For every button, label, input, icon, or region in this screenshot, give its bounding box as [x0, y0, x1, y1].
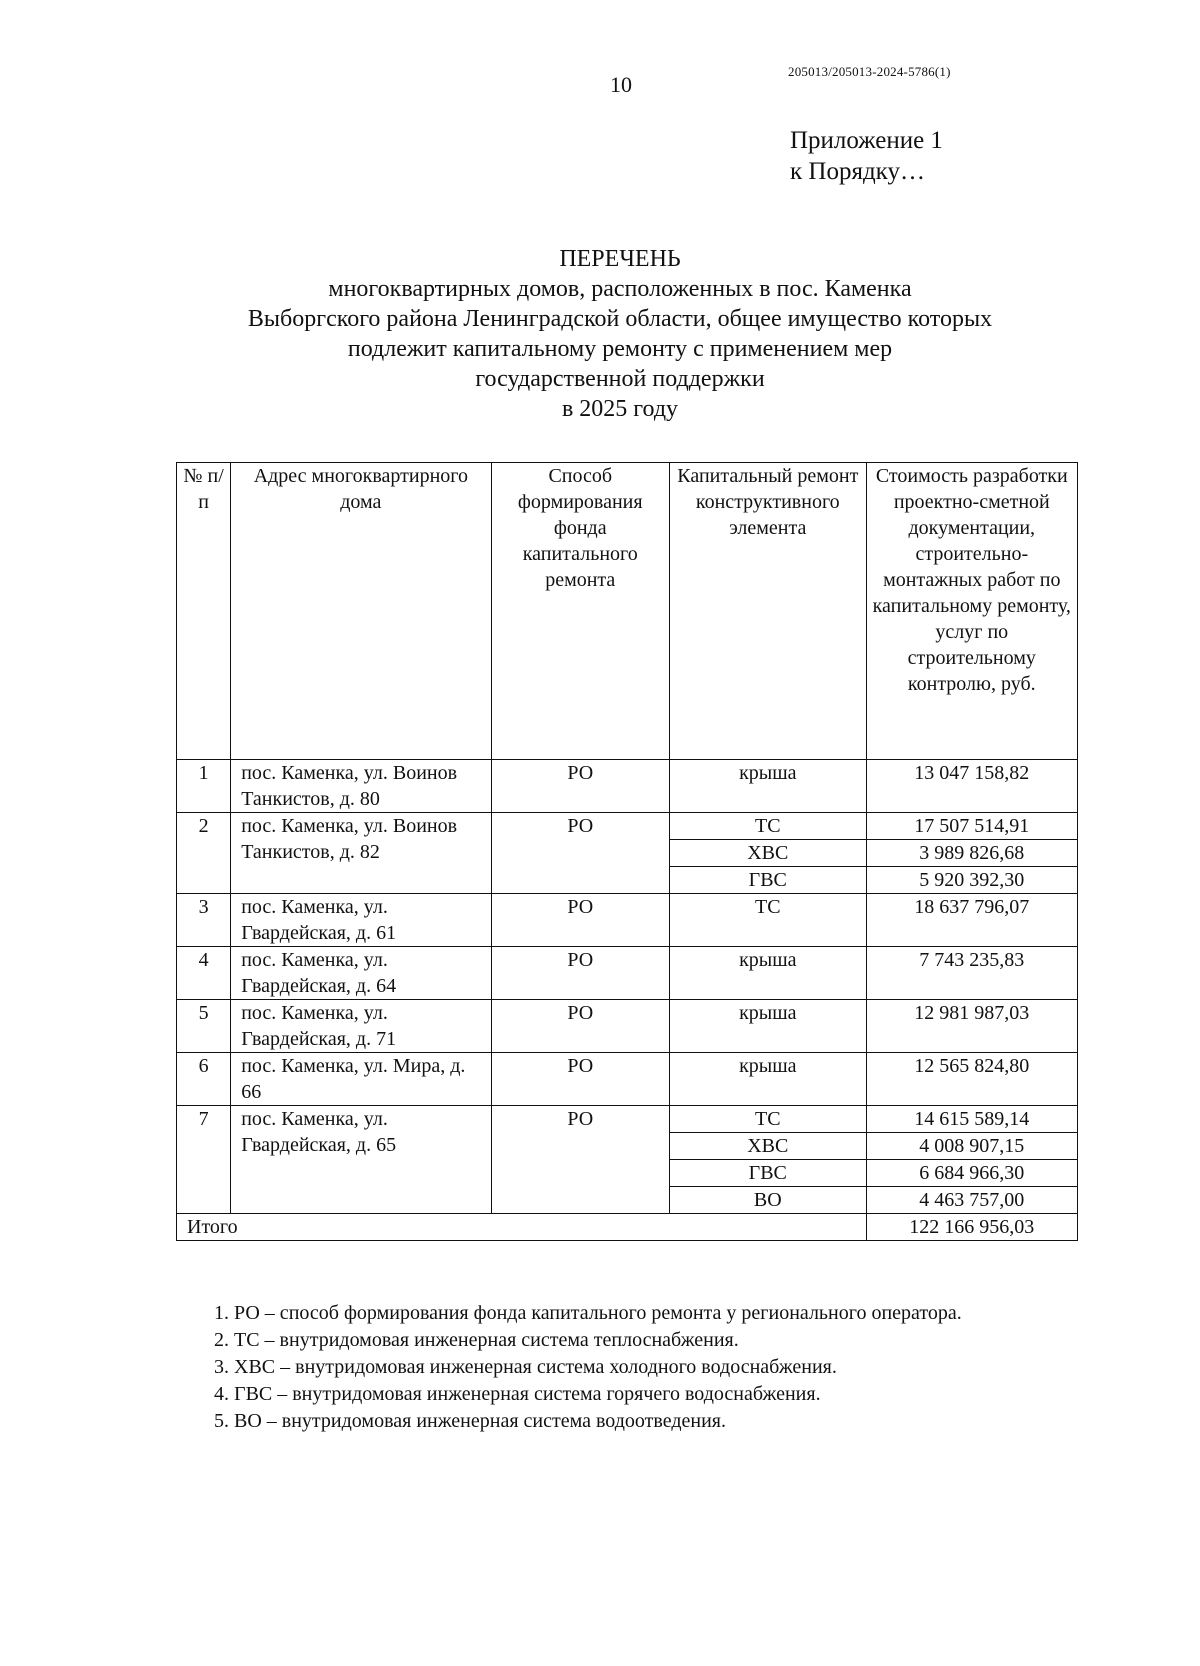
- document-code: 205013/205013-2024-5786(1): [788, 64, 951, 79]
- header-num: № п/п: [177, 463, 231, 760]
- cell-address: пос. Каменка, ул. Гвардейская, д. 61: [231, 894, 491, 947]
- cell-method: РО: [491, 1106, 670, 1214]
- cell-element: крыша: [670, 1053, 867, 1106]
- appendix-line-1: Приложение 1: [790, 127, 943, 154]
- total-value: 122 166 956,03: [866, 1214, 1077, 1241]
- cell-address: пос. Каменка, ул. Воинов Танкистов, д. 82: [231, 813, 491, 894]
- cell-method: РО: [491, 1000, 670, 1053]
- header-method: Способ формирования фонда капитального ремонта: [491, 463, 670, 760]
- cell-cost: 4 008 907,15: [866, 1133, 1077, 1160]
- cell-cost: 14 615 589,14: [866, 1106, 1077, 1133]
- cell-cost: 6 684 966,30: [866, 1160, 1077, 1187]
- houses-table: [176, 462, 1078, 1241]
- cell-cost: 12 565 824,80: [866, 1053, 1077, 1106]
- header-element: Капитальный ремонт конструктивного элемента: [670, 463, 867, 760]
- footnote: 3. ХВС – внутридомовая инженерная система холодного водоснабжения.: [214, 1356, 837, 1378]
- cell-method: РО: [491, 1053, 670, 1106]
- title-line-5: в 2025 году: [561, 396, 679, 422]
- cell-cost: 12 981 987,03: [866, 1000, 1077, 1053]
- cell-num: 5: [177, 1000, 231, 1053]
- title-line-3: подлежит капитальному ремонту с применением мер: [347, 336, 893, 362]
- cell-cost: 3 989 826,68: [866, 840, 1077, 867]
- document-title: [150, 244, 1090, 424]
- cell-element: крыша: [670, 760, 867, 813]
- total-row: [177, 1214, 1078, 1241]
- cell-cost: 13 047 158,82: [866, 760, 1077, 813]
- footnote: 5. ВО – внутридомовая инженерная система водоотведения.: [214, 1410, 726, 1432]
- table-row: [177, 1106, 1078, 1133]
- cell-method: РО: [491, 760, 670, 813]
- cell-num: 6: [177, 1053, 231, 1106]
- footnote: 4. ГВС – внутридомовая инженерная система горячего водоснабжения.: [214, 1383, 821, 1405]
- cell-address: пос. Каменка, ул. Мира, д. 66: [231, 1053, 491, 1106]
- cell-element: крыша: [670, 947, 867, 1000]
- cell-num: 4: [177, 947, 231, 1000]
- header-cost: Стоимость разработки проектно-сметной документации, строительно-монтажных работ по капитальному ремонту, услуг по строительному контролю, руб.: [866, 463, 1077, 760]
- cell-num: 7: [177, 1106, 231, 1214]
- appendix-label: [790, 125, 943, 187]
- cell-method: РО: [491, 947, 670, 1000]
- cell-address: пос. Каменка, ул. Гвардейская, д. 64: [231, 947, 491, 1000]
- title-line-4: государственной поддержки: [475, 366, 765, 392]
- cell-element: ТС: [670, 894, 867, 947]
- title-line-1: многоквартирных домов, расположенных в пос. Каменка: [328, 276, 912, 302]
- cell-element: ВО: [670, 1187, 867, 1214]
- table-body: [177, 760, 1078, 1214]
- cell-element: крыша: [670, 1000, 867, 1053]
- footnote: 1. РО – способ формирования фонда капитального ремонта у регионального оператора.: [214, 1302, 962, 1324]
- footnote: 2. ТС – внутридомовая инженерная система теплоснабжения.: [214, 1329, 739, 1351]
- cell-cost: 5 920 392,30: [866, 867, 1077, 894]
- cell-element: ХВС: [670, 1133, 867, 1160]
- cell-cost: 17 507 514,91: [866, 813, 1077, 840]
- total-label: Итого: [177, 1214, 867, 1241]
- cell-element: ГВС: [670, 867, 867, 894]
- cell-cost: 18 637 796,07: [866, 894, 1077, 947]
- cell-element: ГВС: [670, 1160, 867, 1187]
- cell-num: 3: [177, 894, 231, 947]
- cell-num: 2: [177, 813, 231, 894]
- table-row: [177, 1000, 1078, 1053]
- cell-method: РО: [491, 894, 670, 947]
- table-row: [177, 894, 1078, 947]
- cell-cost: 7 743 235,83: [866, 947, 1077, 1000]
- cell-element: ХВС: [670, 840, 867, 867]
- table-row: [177, 813, 1078, 840]
- cell-address: пос. Каменка, ул. Гвардейская, д. 65: [231, 1106, 491, 1214]
- cell-element: ТС: [670, 813, 867, 840]
- footnotes: [176, 1300, 1066, 1435]
- table-row: [177, 760, 1078, 813]
- appendix-line-2: к Порядку…: [790, 158, 925, 185]
- table-row: [177, 1053, 1078, 1106]
- title-heading: ПЕРЕЧЕНЬ: [559, 246, 681, 272]
- cell-num: 1: [177, 760, 231, 813]
- cell-cost: 4 463 757,00: [866, 1187, 1077, 1214]
- cell-method: РО: [491, 813, 670, 894]
- page-number: 10: [610, 72, 632, 97]
- cell-address: пос. Каменка, ул. Воинов Танкистов, д. 80: [231, 760, 491, 813]
- table-header-row: [177, 463, 1078, 760]
- header-address: Адрес многоквартирного дома: [231, 463, 491, 760]
- cell-element: ТС: [670, 1106, 867, 1133]
- cell-address: пос. Каменка, ул. Гвардейская, д. 71: [231, 1000, 491, 1053]
- title-line-2: Выборгского района Ленинградской области, общее имущество которых: [247, 306, 993, 332]
- table-row: [177, 947, 1078, 1000]
